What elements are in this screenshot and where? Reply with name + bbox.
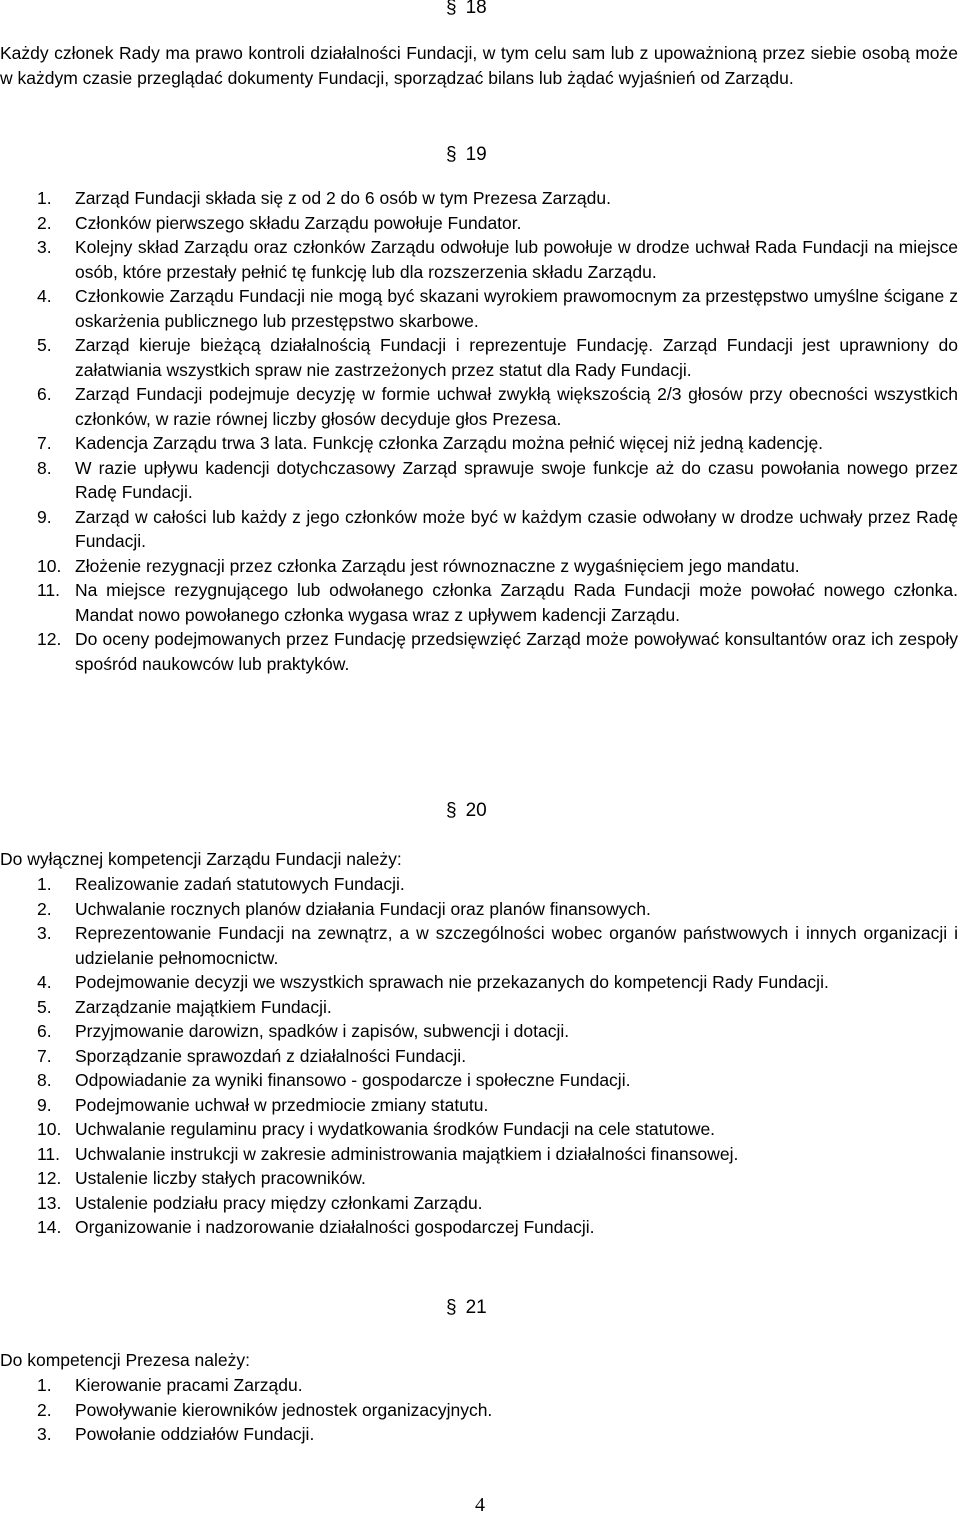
- list-item-number: 11.: [37, 1143, 61, 1164]
- section-heading-21: [446, 1296, 506, 1320]
- list-item: [0, 554, 958, 579]
- list-item: [0, 505, 958, 554]
- list-item-text: Na miejsce rezygnującego lub odwołanego członka Zarządu Rada Fundacji może powołać nowego członka. Mandat nowo powołanego członka wygasa wraz z upływem kadencji Zarządu.: [75, 580, 958, 625]
- list-item-number: 10.: [37, 1119, 62, 1139]
- list-item-number: 4.: [37, 972, 52, 992]
- list-item-number: 12.: [37, 629, 62, 649]
- list-item-number: 1.: [37, 874, 52, 894]
- section-heading-19: [446, 143, 506, 167]
- list-item-text: Ustalenie liczby stałych pracowników.: [75, 1168, 366, 1188]
- section-symbol: §: [446, 0, 457, 18]
- list-item: [0, 1215, 958, 1240]
- list-item: [0, 897, 958, 922]
- list-item: [0, 382, 958, 431]
- list-item-number: 2.: [37, 1399, 52, 1420]
- section-21-intro: Do kompetencji Prezesa należy:: [0, 1350, 250, 1370]
- list-item-number: 8.: [37, 1070, 52, 1090]
- list-item-text: Reprezentowanie Fundacji na zewnątrz, a w szczególności wobec organów państwowych i innych organizacji i udzielanie pełnomocnictw.: [75, 923, 958, 968]
- list-item-number: 9.: [37, 506, 52, 527]
- list-item-number: 6.: [37, 384, 52, 404]
- list-item: [0, 627, 958, 676]
- list-item-text: Zarząd w całości lub każdy z jego członków może być w każdym czasie odwołany w drodze uchwały przez Radę Fundacji.: [75, 506, 958, 551]
- list-item-text: Do oceny podejmowanych przez Fundację przedsięwzięć Zarząd może powoływać konsultantów oraz ich zespoły spośród naukowców lub praktyków.: [75, 629, 958, 674]
- list-item-number: 3.: [37, 1424, 52, 1444]
- section-symbol: §: [446, 1297, 457, 1318]
- list-item: [0, 970, 958, 995]
- list-item-number: 2.: [37, 212, 52, 233]
- list-item: [0, 186, 958, 211]
- list-item: [0, 1068, 958, 1093]
- section-heading-18: [446, 0, 506, 20]
- list-item-number: 5.: [37, 335, 52, 355]
- list-item: [0, 1044, 958, 1069]
- list-item-number: 5.: [37, 996, 52, 1017]
- list-item-number: 13.: [37, 1192, 62, 1213]
- list-item: [0, 211, 958, 236]
- list-item-number: 1.: [37, 188, 52, 208]
- list-item-text: Zarząd kieruje bieżącą działalnością Fundacji i reprezentuje Fundację. Zarząd Fundacji jest uprawniony do załatwiania wszystkich spraw nie zastrzeżonych przez statut dla Rady Fundacji.: [75, 335, 958, 380]
- list-item: [0, 921, 958, 970]
- section-symbol: §: [446, 144, 457, 165]
- list-item-text: Uchwalanie rocznych planów działania Fundacji oraz planów finansowych.: [75, 898, 651, 919]
- list-item-number: 3.: [37, 237, 52, 257]
- list-item-number: 7.: [37, 1045, 52, 1066]
- list-item: [0, 456, 958, 505]
- list-item-text: Podejmowanie decyzji we wszystkich sprawach nie przekazanych do kompetencji Rady Fundacji.: [75, 972, 829, 992]
- list-item-text: Uchwalanie instrukcji w zakresie administrowania majątkiem i działalności finansowej.: [75, 1143, 739, 1164]
- list-item-text: Członków pierwszego składu Zarządu powołuje Fundator.: [75, 212, 522, 233]
- list-item: [0, 995, 958, 1020]
- list-item-text: Powoływanie kierowników jednostek organizacyjnych.: [75, 1399, 493, 1420]
- list-item: [0, 1373, 958, 1398]
- list-item-text: Sporządzanie sprawozdań z działalności Fundacji.: [75, 1045, 467, 1066]
- list-item-number: 1.: [37, 1375, 52, 1395]
- list-item-number: 11.: [37, 580, 61, 600]
- list-item-number: 6.: [37, 1021, 52, 1041]
- list-item: [0, 578, 958, 627]
- list-item-text: Członkowie Zarządu Fundacji nie mogą być skazani wyrokiem prawomocnym za przestępstwo umyślne ścigane z oskarżenia publicznego lub przestępstwo skarbowe.: [75, 286, 958, 331]
- list-item: [0, 284, 958, 333]
- list-item-text: Ustalenie podziału pracy między członkami Zarządu.: [75, 1192, 483, 1213]
- list-item: [0, 1422, 958, 1447]
- list-item-number: 10.: [37, 555, 62, 576]
- list-item: [0, 333, 958, 382]
- list-item-text: Kadencja Zarządu trwa 3 lata. Funkcję członka Zarządu można pełnić więcej niż jedną kadencję.: [75, 433, 824, 453]
- list-item: [0, 1117, 958, 1142]
- list-item-text: Zarząd Fundacji podejmuje decyzję w formie uchwał zwykłą większością 2/3 głosów przy obecności wszystkich członków, w razie równej liczby głosów decyduje głos Prezesa.: [75, 384, 958, 429]
- list-item-text: Kolejny skład Zarządu oraz członków Zarządu odwołuje lub powołuje w drodze uchwał Rada Fundacji na miejsce osób, które przestały pełnić tę funkcję lub dla rozszerzenia składu Zarządu.: [75, 237, 958, 282]
- list-item-text: Odpowiadanie za wyniki finansowo - gospodarcze i społeczne Fundacji.: [75, 1070, 631, 1090]
- list-item-number: 12.: [37, 1168, 62, 1188]
- list-item-number: 3.: [37, 923, 52, 943]
- section-20-list: [0, 872, 958, 1240]
- list-item-number: 9.: [37, 1094, 52, 1115]
- list-item: [0, 872, 958, 897]
- list-item-text: Organizowanie i nadzorowanie działalności gospodarczej Fundacji.: [75, 1217, 595, 1237]
- list-item-number: 4.: [37, 286, 52, 306]
- list-item: [0, 1398, 958, 1423]
- list-item: [0, 1019, 958, 1044]
- list-item-text: W razie upływu kadencji dotychczasowy Zarząd sprawuje swoje funkcje aż do czasu powołania nowego przez Radę Fundacji.: [75, 457, 958, 502]
- section-number: 21: [465, 1297, 487, 1318]
- section-19-list: [0, 186, 958, 676]
- list-item-text: Powołanie oddziałów Fundacji.: [75, 1424, 315, 1444]
- list-item-text: Zarządzanie majątkiem Fundacji.: [75, 996, 332, 1017]
- list-item-text: Złożenie rezygnacji przez członka Zarządu jest równoznaczne z wygaśnięciem jego mandatu.: [75, 555, 800, 576]
- section-20-intro: Do wyłącznej kompetencji Zarządu Fundacji należy:: [0, 849, 402, 869]
- list-item: [0, 431, 958, 456]
- list-item-text: Uchwalanie regulaminu pracy i wydatkowania środków Fundacji na cele statutowe.: [75, 1119, 716, 1139]
- list-item: [0, 1093, 958, 1118]
- list-item-number: 8.: [37, 457, 52, 478]
- section-number: 19: [465, 144, 487, 165]
- section-heading-20: [446, 799, 506, 823]
- section-symbol: §: [446, 800, 457, 821]
- page-number: 4: [475, 1494, 485, 1516]
- section-21-list: [0, 1373, 958, 1447]
- section-18-paragraph: Każdy członek Rady ma prawo kontroli działalności Fundacji, w tym celu sam lub z upoważnioną przez siebie osobą może w każdym czasie przeglądać dokumenty Fundacji, sporządzać bilans lub żądać wyjaśnień od Zarządu.: [0, 43, 958, 88]
- list-item-text: Przyjmowanie darowizn, spadków i zapisów, subwencji i dotacji.: [75, 1021, 570, 1041]
- list-item-number: 7.: [37, 433, 52, 453]
- list-item-text: Zarząd Fundacji składa się z od 2 do 6 osób w tym Prezesa Zarządu.: [75, 188, 611, 208]
- list-item-number: 2.: [37, 898, 52, 919]
- list-item: [0, 1191, 958, 1216]
- list-item-number: 14.: [37, 1217, 62, 1237]
- list-item: [0, 1166, 958, 1191]
- list-item-text: Podejmowanie uchwał w przedmiocie zmiany statutu.: [75, 1094, 489, 1115]
- list-item-text: Kierowanie pracami Zarządu.: [75, 1375, 303, 1395]
- list-item: [0, 1142, 958, 1167]
- list-item: [0, 235, 958, 284]
- section-number: 18: [465, 0, 487, 18]
- list-item-text: Realizowanie zadań statutowych Fundacji.: [75, 874, 405, 894]
- section-number: 20: [465, 800, 487, 821]
